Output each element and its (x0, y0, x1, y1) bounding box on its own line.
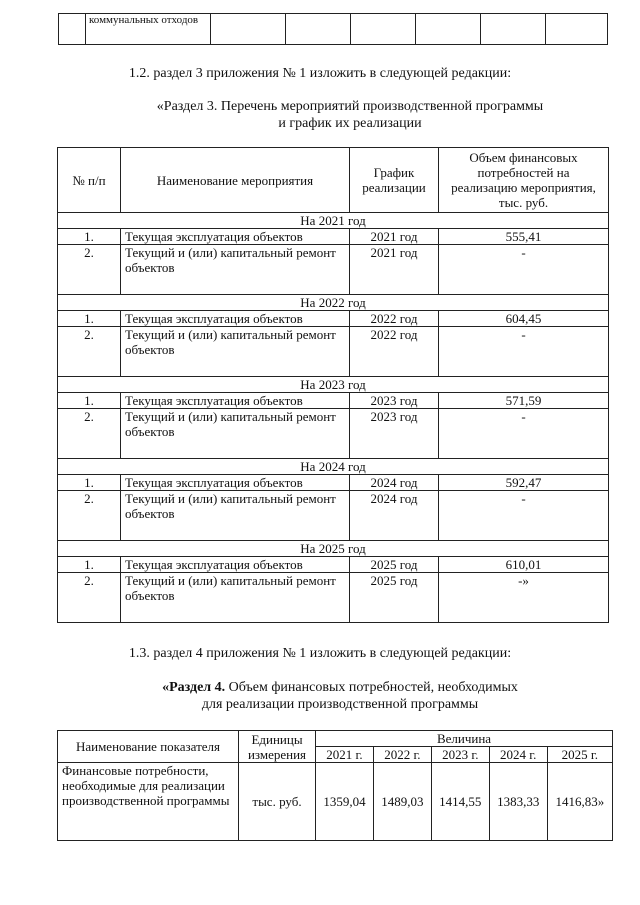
row-name: Текущая эксплуатация объектов (121, 475, 350, 491)
header-name: Наименование мероприятия (121, 148, 350, 213)
year-row-2023 (58, 377, 609, 393)
row-value: 1383,33 (489, 763, 547, 841)
table-row (58, 475, 609, 491)
section4-title-line2: для реализации производственной программы (201, 697, 479, 712)
table-row (58, 245, 609, 295)
year-label: На 2022 год (58, 295, 609, 311)
header-unit: Единицы измерения (239, 731, 316, 763)
section4-title (20, 679, 640, 713)
table-row (58, 573, 609, 623)
row-num: 2. (58, 409, 121, 459)
row-num: 1. (58, 393, 121, 409)
table-row (58, 763, 613, 841)
row-value: - (439, 409, 609, 459)
table-cell (211, 14, 286, 45)
header-year: 2021 г. (316, 747, 374, 763)
row-name: Текущий и (или) капитальный ремонт объектов (121, 327, 350, 377)
table-cell (351, 14, 416, 45)
header-year: 2025 г. (547, 747, 612, 763)
section4-title-bold: «Раздел 4. (162, 680, 226, 695)
row-name: Текущий и (или) капитальный ремонт объектов (121, 573, 350, 623)
table-row (58, 491, 609, 541)
year-row-2021 (58, 213, 609, 229)
header-value: Величина (316, 731, 613, 747)
row-value: 555,41 (439, 229, 609, 245)
row-num: 2. (58, 573, 121, 623)
section3-title-line1: «Раздел 3. Перечень мероприятий производственной программы (156, 99, 544, 114)
section3-title (30, 98, 640, 132)
row-value: 1359,04 (316, 763, 374, 841)
row-name: Текущая эксплуатация объектов (121, 229, 350, 245)
row-value: - (439, 245, 609, 295)
row-schedule: 2025 год (350, 557, 439, 573)
header-year: 2024 г. (489, 747, 547, 763)
table-cell (416, 14, 481, 45)
year-row-2022 (58, 295, 609, 311)
table-header-row (58, 148, 609, 213)
row-value: - (439, 327, 609, 377)
header-volume: Объем финансовых потребностей на реализацию мероприятия, тыс. руб. (439, 148, 609, 213)
row-num: 1. (58, 557, 121, 573)
row-schedule: 2022 год (350, 327, 439, 377)
table-cell (481, 14, 546, 45)
row-name: Текущий и (или) капитальный ремонт объектов (121, 491, 350, 541)
paragraph-1-2: 1.2. раздел 3 приложения № 1 изложить в следующей редакции: (128, 66, 512, 81)
row-value: 1414,55 (431, 763, 489, 841)
row-schedule: 2025 год (350, 573, 439, 623)
table-row (58, 327, 609, 377)
row-value: -» (439, 573, 609, 623)
row-name: Текущий и (или) капитальный ремонт объектов (121, 409, 350, 459)
header-indicator: Наименование показателя (58, 731, 239, 763)
paragraph-1-3: 1.3. раздел 4 приложения № 1 изложить в следующей редакции: (128, 646, 512, 661)
header-num: № п/п (58, 148, 121, 213)
table-row (58, 393, 609, 409)
table-cell (286, 14, 351, 45)
row-unit: тыс. руб. (239, 763, 316, 841)
row-value: 592,47 (439, 475, 609, 491)
row-value: 610,01 (439, 557, 609, 573)
table-header-row (58, 731, 613, 747)
year-row-2024 (58, 459, 609, 475)
previous-table-fragment (58, 13, 608, 45)
row-name: Текущая эксплуатация объектов (121, 557, 350, 573)
row-schedule: 2023 год (350, 409, 439, 459)
table-row (58, 311, 609, 327)
section3-table (57, 147, 609, 623)
header-year: 2022 г. (373, 747, 431, 763)
table-cell (546, 14, 608, 45)
row-schedule: 2021 год (350, 229, 439, 245)
row-schedule: 2022 год (350, 311, 439, 327)
table-row (59, 14, 608, 45)
year-label: На 2025 год (58, 541, 609, 557)
section4-title-line1 (20, 679, 640, 696)
table-row (58, 409, 609, 459)
row-name: Текущая эксплуатация объектов (121, 311, 350, 327)
table-cell: коммунальных отходов (86, 14, 211, 45)
section3-title-line2: и график их реализации (278, 116, 422, 131)
year-label: На 2024 год (58, 459, 609, 475)
section4-table (57, 730, 613, 841)
row-schedule: 2024 год (350, 475, 439, 491)
header-schedule: График реализации (350, 148, 439, 213)
row-name: Текущая эксплуатация объектов (121, 393, 350, 409)
row-name: Текущий и (или) капитальный ремонт объектов (121, 245, 350, 295)
row-num: 2. (58, 491, 121, 541)
table-row (58, 557, 609, 573)
row-value: 604,45 (439, 311, 609, 327)
row-value: 1416,83» (547, 763, 612, 841)
table-row (58, 229, 609, 245)
year-label: На 2023 год (58, 377, 609, 393)
row-schedule: 2024 год (350, 491, 439, 541)
row-value: 1489,03 (373, 763, 431, 841)
table-cell (59, 14, 86, 45)
year-row-2025 (58, 541, 609, 557)
row-num: 2. (58, 245, 121, 295)
year-label: На 2021 год (58, 213, 609, 229)
row-num: 1. (58, 229, 121, 245)
section4-title-rest: Объем финансовых потребностей, необходимых (225, 680, 518, 695)
row-value: - (439, 491, 609, 541)
row-num: 1. (58, 475, 121, 491)
row-value: 571,59 (439, 393, 609, 409)
header-year: 2023 г. (431, 747, 489, 763)
row-num: 2. (58, 327, 121, 377)
row-name: Финансовые потребности, необходимые для реализации производственной программы (58, 763, 239, 841)
row-schedule: 2023 год (350, 393, 439, 409)
row-num: 1. (58, 311, 121, 327)
row-schedule: 2021 год (350, 245, 439, 295)
